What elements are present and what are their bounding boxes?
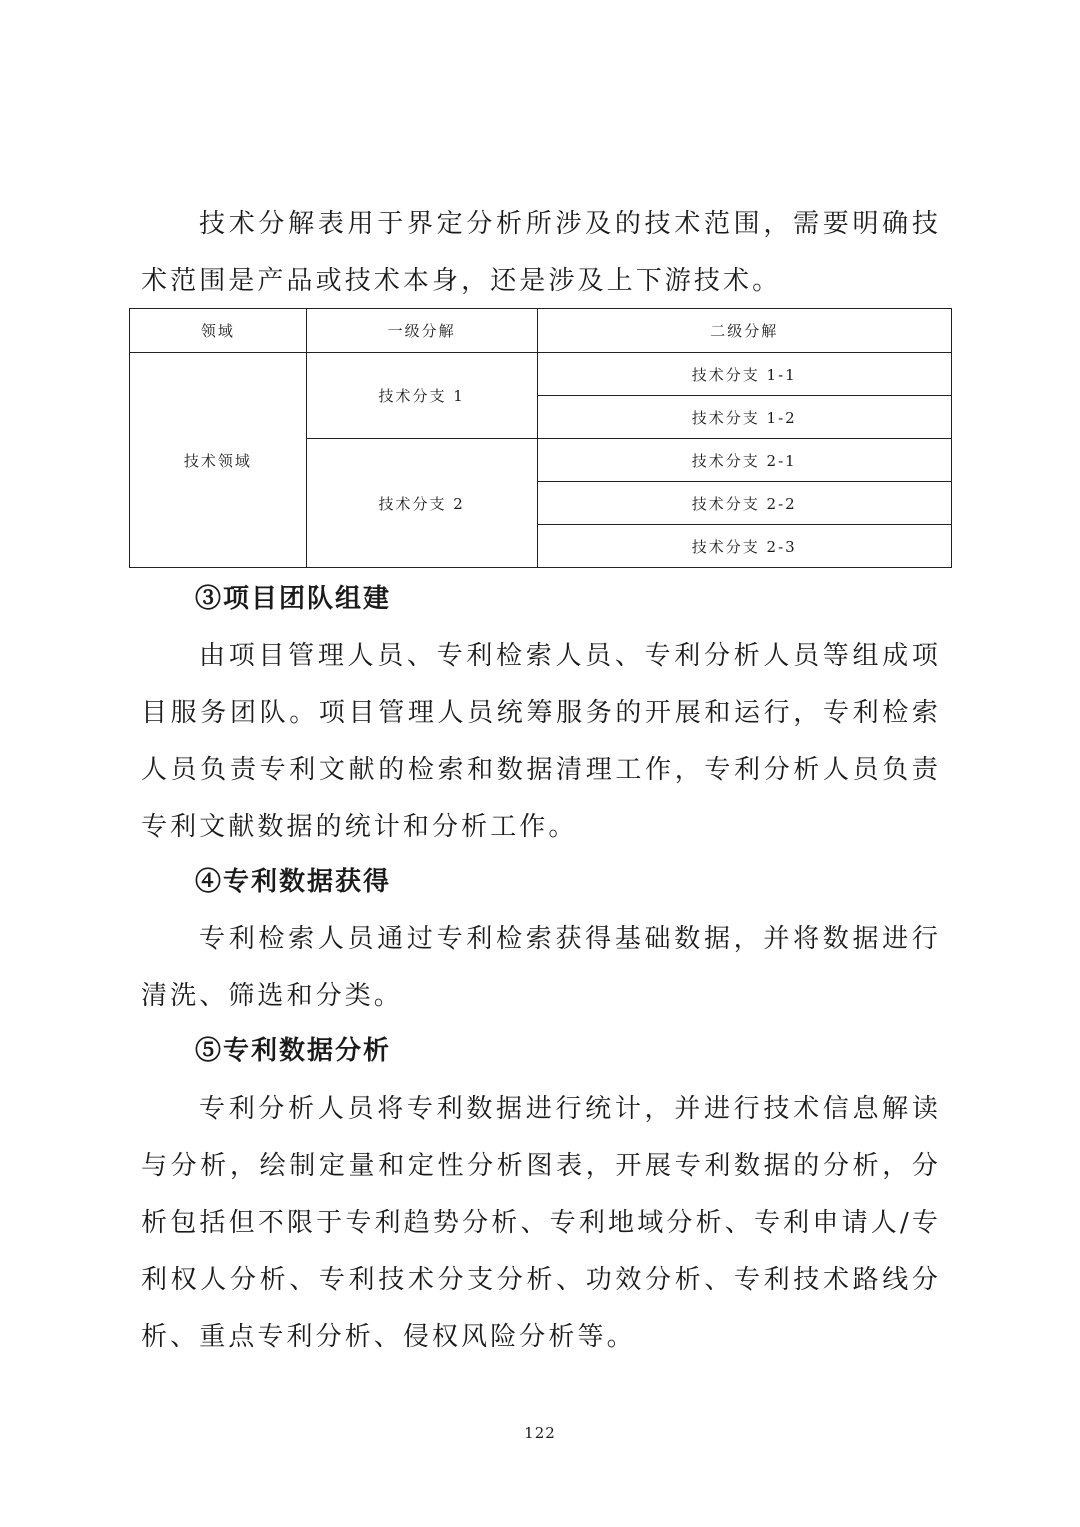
branch-cell: 技术分支 1 [306,353,537,439]
section-body-data-acquisition: 专利检索人员通过专利检索获得基础数据，并将数据进行清洗、筛选和分类。 [141,924,941,1011]
section-heading-team: ③项目团队组建 [195,584,392,614]
header-level1: 一级分解 [306,309,537,353]
sub-branch-cell: 技术分支 2-3 [537,525,952,568]
sub-branch-cell: 技术分支 1-2 [537,396,952,439]
header-domain: 领域 [130,309,307,353]
section-body-data-analysis: 专利分析人员将专利数据进行统计，并进行技术信息解读与分析，绘制定量和定性分析图表，开展专利数据的分析，分析包括但不限于专利趋势分析、专利地域分析、专利申请人/专利权人分析、专利技术分支分析、功效分析、专利技术路线分析、重点专利分析、侵权风险分析等。 [141,1094,941,1352]
domain-cell: 技术领域 [130,353,307,568]
section-body-team: 由项目管理人员、专利检索人员、专利分析人员等组成项目服务团队。项目管理人员统筹服务的开展和运行，专利检索人员负责专利文献的检索和数据清理工作，专利分析人员负责专利文献数据的统计和分析工作。 [141,641,941,842]
section-heading-data-analysis: ⑤专利数据分析 [195,1036,392,1066]
sub-branch-cell: 技术分支 2-1 [537,439,952,482]
sub-branch-cell: 技术分支 2-2 [537,482,952,525]
page-number: 122 [524,1424,556,1442]
table-row [130,353,952,396]
section-heading-data-acquisition: ④专利数据获得 [195,867,392,897]
sub-branch-cell: 技术分支 1-1 [537,353,952,396]
header-level2: 二级分解 [537,309,952,353]
intro-paragraph: 技术分解表用于界定分析所涉及的技术范围，需要明确技术范围是产品或技术本身，还是涉及上下游技术。 [141,209,941,296]
branch-cell: 技术分支 2 [306,439,537,568]
table-header-row [130,309,952,353]
tech-decomposition-table [129,308,952,568]
